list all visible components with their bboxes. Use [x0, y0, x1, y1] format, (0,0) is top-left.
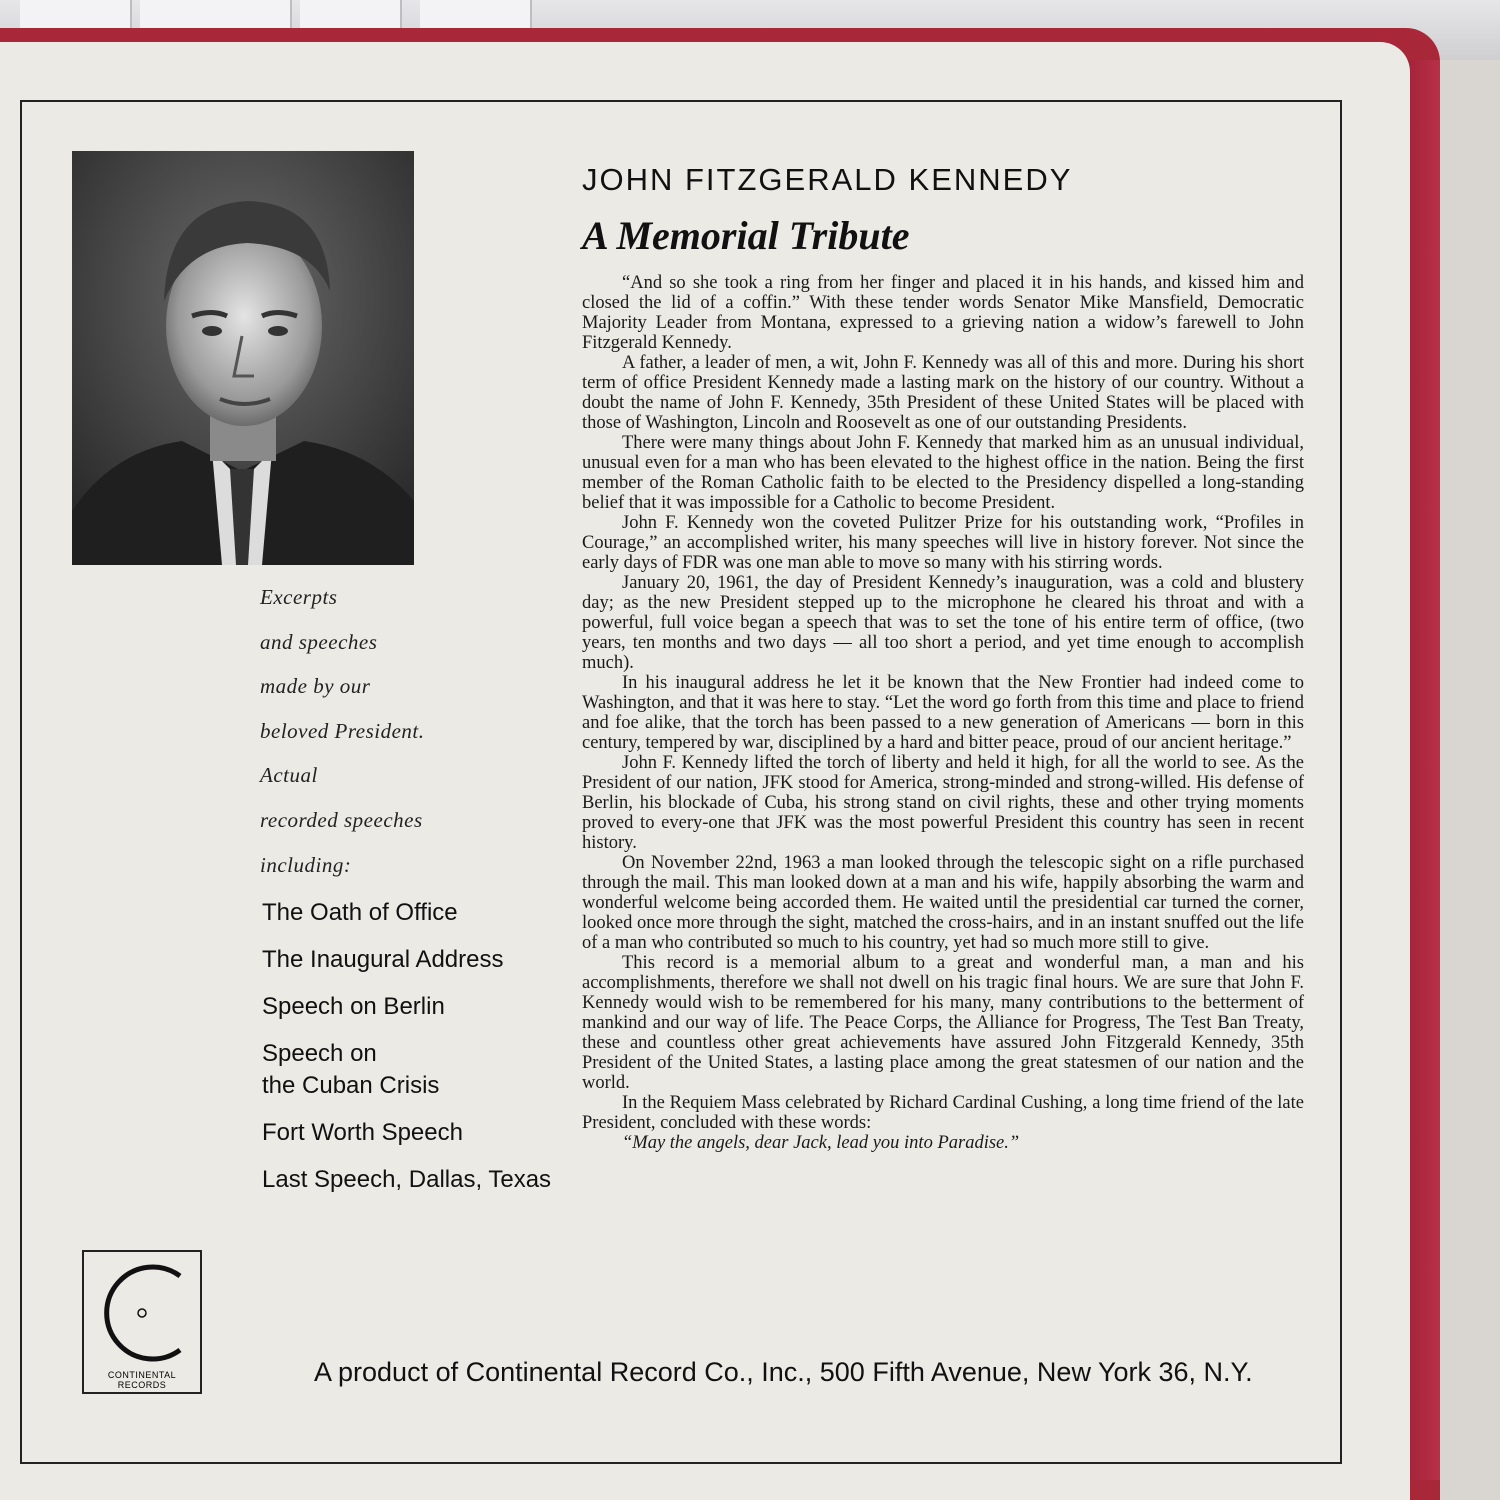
speech-item: Last Speech, Dallas, Texas: [262, 1166, 552, 1193]
closing-quote: “May the angels, dear Jack, lead you into Paradise.”: [622, 1133, 1020, 1153]
speech-item: Speech on Berlin: [262, 993, 445, 1020]
excerpt-line: beloved President.: [260, 718, 425, 743]
body-paragraph: On November 22nd, 1963 a man looked through the telescopic sight on a rifle purchased through the mail. This man looked down at a man and his wife, happily absorbing the warm and wonderful welcome being accorded them. He waited until the presidential car turned the corner, looked once more through the sight, matched the cross-hairs, and in an instant snuffed out the life of a man who contributed so much to his country, yet had so much more still to give.: [582, 853, 1305, 953]
excerpt-line: made by our: [260, 674, 371, 699]
page-subtitle: A Memorial Tribute: [582, 213, 910, 258]
body-paragraph: In the Requiem Mass celebrated by Richard Cardinal Cushing, a long time friend of the late President, concluded with these words:: [582, 1093, 1304, 1133]
excerpts-text: [260, 584, 520, 896]
tribute-body: [582, 273, 1304, 1153]
speech-item: The Inaugural Address: [262, 946, 504, 973]
speech-item: Fort Worth Speech: [262, 1119, 463, 1146]
speech-list: [262, 897, 562, 1211]
excerpt-line: Actual: [260, 763, 318, 788]
excerpt-line: Excerpts: [260, 585, 338, 609]
body-paragraph: John F. Kennedy lifted the torch of liberty and held it high, for all the world to see. As the President of our nation, JFK stood for America, strong-minded and strong-willed. His defense of Berlin, his blockade of Cuba, his strong stand on civil rights, these and other trying moments proved to every-one that JFK was the most powerful President this country has seen in recent history.: [582, 753, 1304, 853]
excerpt-line: including:: [260, 852, 352, 877]
page-title: JOHN FITZGERALD KENNEDY: [582, 162, 1073, 197]
footer-credit: A product of Continental Record Co., Inc., 500 Fifth Avenue, New York 36, N.Y.: [314, 1357, 1253, 1387]
body-paragraph: There were many things about John F. Kennedy that marked him as an unusual individual, unusual even for a man who has been elevated to the highest office in the nation. Being the first member of the Roman Catholic faith to be elected to the Presidency dispelled a long-standing belief that it was impossible for a Catholic to become President.: [582, 433, 1304, 513]
body-paragraph: John F. Kennedy won the coveted Pulitzer Prize for his outstanding work, “Profiles in Courage,” an accomplished writer, his many speeches will live in history forever. Not since the early days of FDR was one man able to move so many with his stirring words.: [582, 513, 1304, 573]
body-paragraph: This record is a memorial album to a great and wonderful man, a man and his accomplishments, therefore we shall not dwell on his tragic final hours. We are sure that John F. Kennedy would wish to be remembered for his many, many contributions to the betterment of mankind and our way of life. The Peace Corps, the Alliance for Progress, The Test Ban Treaty, these and countless other great achievements have assured John Fitzgerald Kennedy, 35th President of the United States, a lasting place among the great statesmen of our nation and the world.: [582, 953, 1304, 1093]
body-paragraph: “And so she took a ring from her finger and placed it in his hands, and kissed him and closed the lid of a coffin.” With these tender words Senator Mike Mansfield, Democratic Majority Leader from Montana, expressed to a grieving nation a widow’s farewell to John Fitzgerald Kennedy.: [582, 273, 1304, 353]
portrait-photo: [72, 151, 414, 565]
record-c-icon: [88, 1254, 196, 1372]
speech-item: Speech on the Cuban Crisis: [262, 1040, 440, 1099]
body-paragraph: In his inaugural address he let it be known that the New Frontier had indeed come to Washington, and that it was here to stay. “Let the word go forth from this time and place to friend and foe alike, that the torch has been passed to a new generation of Americans — born in this century, tempered by war, disciplined by a hard and bitter peace, proud of our ancient heritage.”: [582, 673, 1304, 753]
speech-item: The Oath of Office: [262, 899, 458, 926]
body-paragraph: A father, a leader of men, a wit, John F. Kennedy was all of this and more. During his short term of office President Kennedy made a lasting mark on the history of our country. Without a doubt the name of John F. Kennedy, 35th President of these United States will be placed with those of Washington, Lincoln and Roosevelt as one of our outstanding Presidents.: [582, 353, 1304, 433]
excerpt-line: and speeches: [260, 629, 378, 654]
logo-label: CONTINENTAL RECORDS: [107, 1370, 177, 1390]
body-paragraph: January 20, 1961, the day of President Kennedy’s inauguration, was a cold and blustery day; as the new President stepped up to the microphone he cleared his throat and with a powerful, full voice began a speech that was to set the tone of his entire term of office, (two years, ten months and two days — all too short a period, and yet time enough to accomplish much).: [582, 573, 1304, 673]
excerpt-line: recorded speeches: [260, 807, 423, 832]
continental-records-logo: [82, 1250, 202, 1394]
